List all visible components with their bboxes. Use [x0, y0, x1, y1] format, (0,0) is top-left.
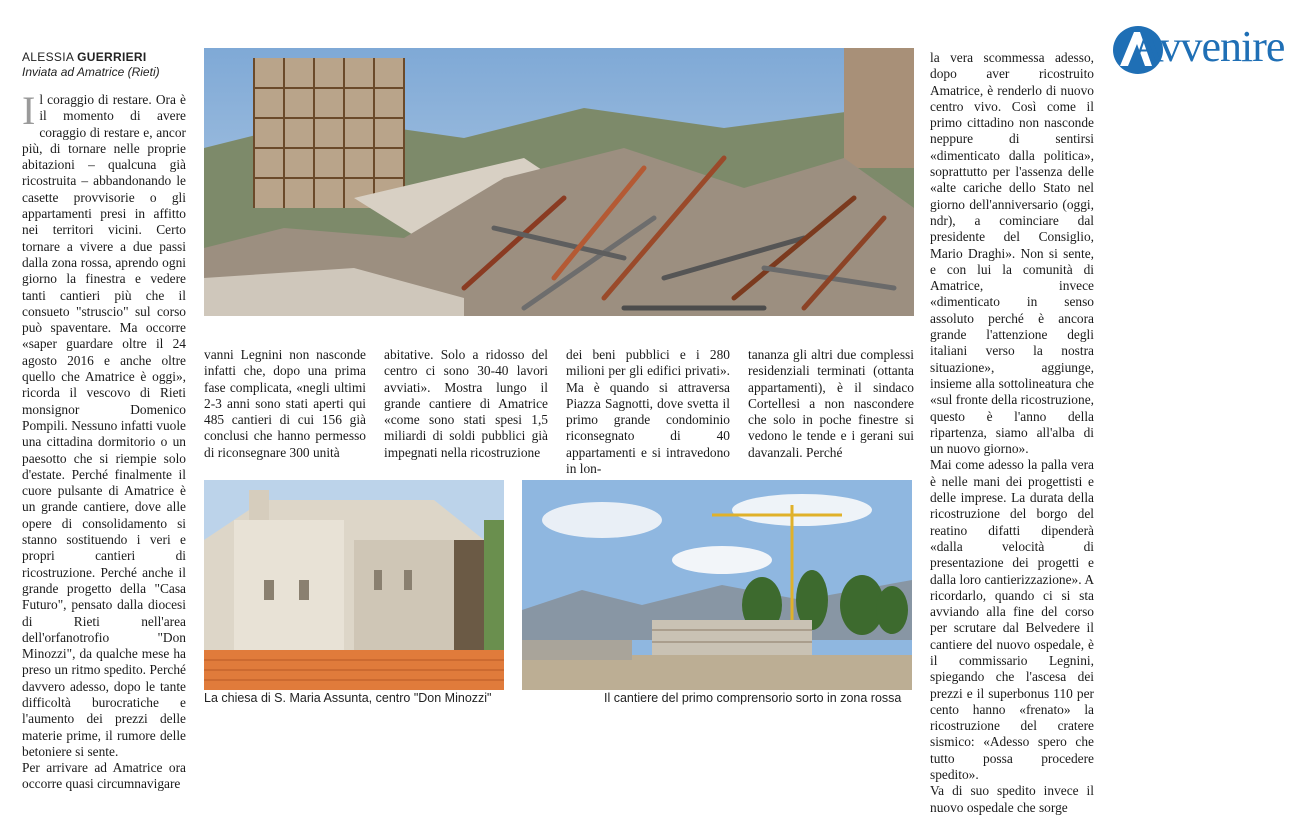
avvenire-logo: [1112, 22, 1292, 78]
article-paragraph: vanni Legnini non nasconde infatti che, dopo una prima fase complicata, «negli ultimi 2-3 anni sono stati aperti qui 485 cantieri di cui 156 già conclusi che hanno permesso di riconsegnare 300 unità: [204, 347, 366, 460]
author-last-name: GUERRIERI: [77, 50, 147, 64]
article-paragraph: [22, 88, 186, 760]
article-column-4: [566, 347, 730, 477]
dropcap: I: [22, 88, 36, 133]
construction-site-caption: Il cantiere del primo comprensorio sorto in zona rossa: [604, 691, 902, 705]
article-paragraph: abitative. Solo a ridosso del centro ci sono 30-40 lavori avviati». Mostra lungo il grande cantiere di Amatrice «come sono stati spesi 1,5 miliardi di soldi pubblici già impegnati nella ricostruzione: [384, 347, 548, 460]
article-paragraph: Mai come adesso la palla vera è nelle mani dei progettisti e delle imprese. La durata della ricostruzione del borgo del reatino difatti dipenderà «dalla velocità di presentazione dei progetti e dalla loro cantierizzazione». A ricordarlo, quando ci si sta avviando alla fine del corso per scrutare dal Belvedere il cantiere del nuovo ospedale, è il commissario Legnini, spiegando che l'ascesa dei prezzi e il superbonus 110 per cento hanno «frenato» la ricostruzione del cratere sismico: «Adesso spero che tutto possa procedere spedito».: [930, 457, 1094, 783]
article-paragraph: dei beni pubblici e i 280 milioni per gli edifici privati». Ma è quando si attraversa Piazza Sagnotti, dove svetta il primo grande condominio riconsegnato di 40 appartamenti e si intravedono in lon-: [566, 347, 730, 477]
church-photo: [204, 480, 504, 690]
article-paragraph: la vera scommessa adesso, dopo aver ricostruito Amatrice, è renderlo di nuovo centro vivo. Così come il primo cittadino non nasconde neppure di sentirsi «dimenticato dalla politica», soprattutto per l'assenza delle «alte cariche dello Stato nel giorno dell'anniversario (oggi, ndr), a cominciare dal presidente del Consiglio, Mario Draghi». Non si sente, e con lui la comunità di Amatrice, invece «dimenticato in senso assoluto perché è ancora grande l'attenzione degli italiani verso la nostra situazione», aggiunge, insieme alla sottolineatura che «sul fronte della ricostruzione, questo è l'anno della ripartenza, siamo all'alba di un nuovo giorno».: [930, 50, 1094, 457]
author-first-name: ALESSIA: [22, 50, 74, 64]
article-column-1: [22, 88, 186, 792]
author-name: [22, 50, 192, 64]
article-column-6: [930, 50, 1094, 815]
paragraph-text: l coraggio di restare. Ora è il momento di avere coraggio di restare e, ancor più, di tornare nelle proprie abitazioni – qualcuna già ricostruita – abbandonando le casette provvisorie o gli appartamenti presi in affitto nei territori vicini. Certo tornare a vivere a due passi dalla zona rossa, aprendo ogni giorno la finestra e vedere tanti cantieri più che il consueto "struscio" sul corso può spaventare. Ma occorre «saper guardare oltre il 24 agosto 2016 e anche oltre quello che Amatrice è oggi», ricorda il vescovo di Rieti monsignor Domenico Pompili. Nessuno infatti vuole una cittadina dormitorio o un paesotto che si riempie solo d'estate. Perché finalmente il cuore pulsante di Amatrice è un grande cantiere, dove alle opere di consolidamento si stanno sostituendo i veri e propri cantieri di ricostruzione. Perché anche il grande progetto della "Casa Futuro", pensato dalla diocesi di Rieti nell'area dell'orfanotrofio "Don Minozzi", da qualche mese ha preso un ritmo spedito. Perché davvero adesso, dopo le tante difficoltà burocratiche e l'aumento dei prezzi delle materie prime, il rumore delle betoniere si sente.: [22, 92, 186, 759]
article-paragraph: Va di suo spedito invece il nuovo ospedale che sorge: [930, 783, 1094, 815]
construction-site-photo: [522, 480, 912, 690]
rubble-photo: [204, 48, 914, 316]
byline: [22, 50, 192, 79]
logo-wordmark: Avvenire: [1132, 22, 1285, 71]
construction-site-image: [522, 480, 912, 690]
article-column-2: [204, 347, 366, 477]
article-column-3: [384, 347, 548, 477]
article-paragraph: Per arrivare ad Amatrice ora occorre quasi circumnavigare: [22, 760, 186, 792]
author-role: Inviata ad Amatrice (Rieti): [22, 65, 160, 79]
article-paragraph: tananza gli altri due complessi residenziali terminati (ottanta appartamenti), è il sindaco Cortellesi a non nascondere che solo in poche finestre si vedono le tende e i gerani sui davanzali. Perché: [748, 347, 914, 460]
article-column-5: [748, 347, 914, 477]
church-image: [204, 480, 504, 690]
church-caption: La chiesa di S. Maria Assunta, centro "Don Minozzi": [204, 691, 492, 705]
rubble-image: [204, 48, 914, 316]
